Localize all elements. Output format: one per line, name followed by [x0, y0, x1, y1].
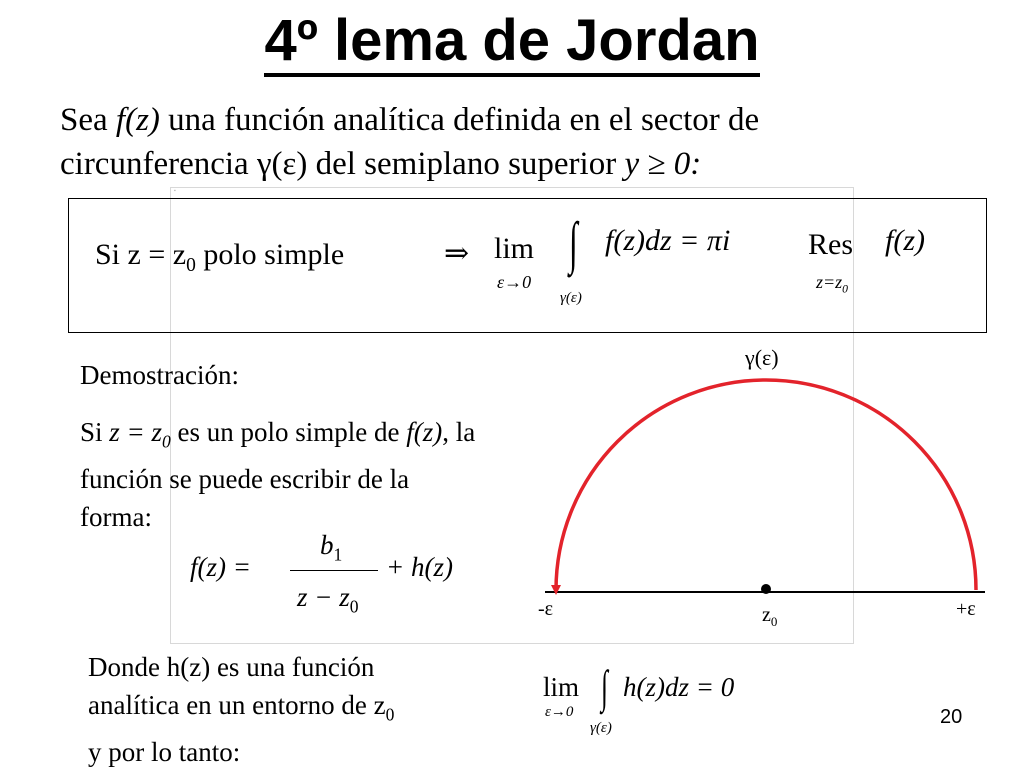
formula-lhs: f(z) = [190, 552, 251, 582]
theorem-res: Res [808, 228, 853, 261]
proof-heading: Demostración: [80, 360, 239, 390]
theorem-lim: lim [494, 232, 535, 265]
page-number: 20 [940, 706, 963, 728]
proof-paragraph [80, 413, 600, 536]
formula-b-sub: 1 [333, 544, 343, 565]
formula-rhs: + h(z) [386, 552, 453, 582]
proof-si: Si [80, 417, 103, 447]
embedded-object-marker: ▪ [174, 189, 176, 194]
intro-text-3: del semiplano superior [315, 146, 617, 182]
proof-fz: f(z) [406, 417, 443, 447]
proof-text-2: función se puede escribir de la [80, 464, 410, 495]
intro-word-sea: Sea [60, 102, 108, 138]
intro-paragraph [60, 98, 960, 186]
bottom-line-2-sub: 0 [385, 704, 395, 725]
proof-text-la: , la [442, 417, 476, 447]
intro-condition: y ≥ 0: [624, 146, 702, 182]
gamma-arc [556, 380, 976, 590]
right-endpoint-label: +ε [956, 598, 976, 620]
pole-label-z: z [762, 604, 771, 626]
arc-label: γ(ε) [745, 345, 779, 370]
proof-text-3: forma: [80, 502, 152, 533]
theorem-si: Si z = z [95, 238, 187, 271]
formula-den-sub: 0 [349, 596, 359, 617]
bottom-lim-sub: ε→0 [545, 704, 574, 720]
bottom-paragraph [88, 648, 528, 771]
proof-text-1: es un polo simple de [177, 417, 400, 447]
bottom-line-1: Donde h(z) es una función [88, 652, 375, 682]
formula-b: b [320, 530, 334, 560]
proof-z-eq: z = z [109, 417, 163, 447]
pole-label [762, 604, 777, 630]
theorem-condition [95, 238, 344, 277]
theorem-z0-sub: 0 [186, 255, 196, 276]
theorem-res-sub-text: z=z [816, 272, 843, 292]
theorem-polo-simple: polo simple [203, 238, 345, 271]
theorem-integral-sign: ∫ [569, 210, 578, 275]
theorem-res-sub [816, 272, 848, 296]
formula-numerator [320, 530, 342, 565]
bottom-line-3: y por lo tanto: [88, 737, 241, 768]
theorem-integral-sub: γ(ε) [560, 290, 582, 306]
bottom-integrand: h(z)dz = 0 [623, 672, 735, 702]
intro-fz: f(z) [115, 102, 160, 138]
proof-z0-sub: 0 [162, 431, 171, 452]
formula-denominator [297, 582, 359, 617]
left-endpoint-label: -ε [538, 598, 554, 620]
intro-text-1: una función analítica definida en el sector de [168, 102, 760, 138]
page-title-text: 4º lema de Jordan [264, 8, 759, 77]
bottom-line-2: analítica en un entorno de z [88, 690, 386, 720]
theorem-res-fz: f(z) [885, 224, 925, 257]
pole-point [761, 584, 771, 594]
implies-symbol: ⇒ [444, 237, 470, 270]
intro-text-2: circunferencia [60, 146, 249, 182]
theorem-res-sub0: 0 [842, 282, 848, 296]
page-title [0, 6, 1024, 76]
bottom-lim: lim [543, 672, 580, 702]
bottom-integral-sub: γ(ε) [590, 720, 612, 736]
intro-gamma-eps: γ(ε) [256, 146, 308, 182]
formula-fraction-bar [290, 570, 378, 571]
formula-den-text: z − z [297, 582, 350, 612]
pole-label-sub: 0 [770, 614, 778, 629]
semicircle-diagram [530, 370, 1000, 610]
theorem-integrand: f(z)dz = πi [605, 224, 731, 257]
theorem-lim-sub: ε→0 [497, 272, 532, 292]
bottom-integral-sign: ∫ [601, 661, 608, 712]
